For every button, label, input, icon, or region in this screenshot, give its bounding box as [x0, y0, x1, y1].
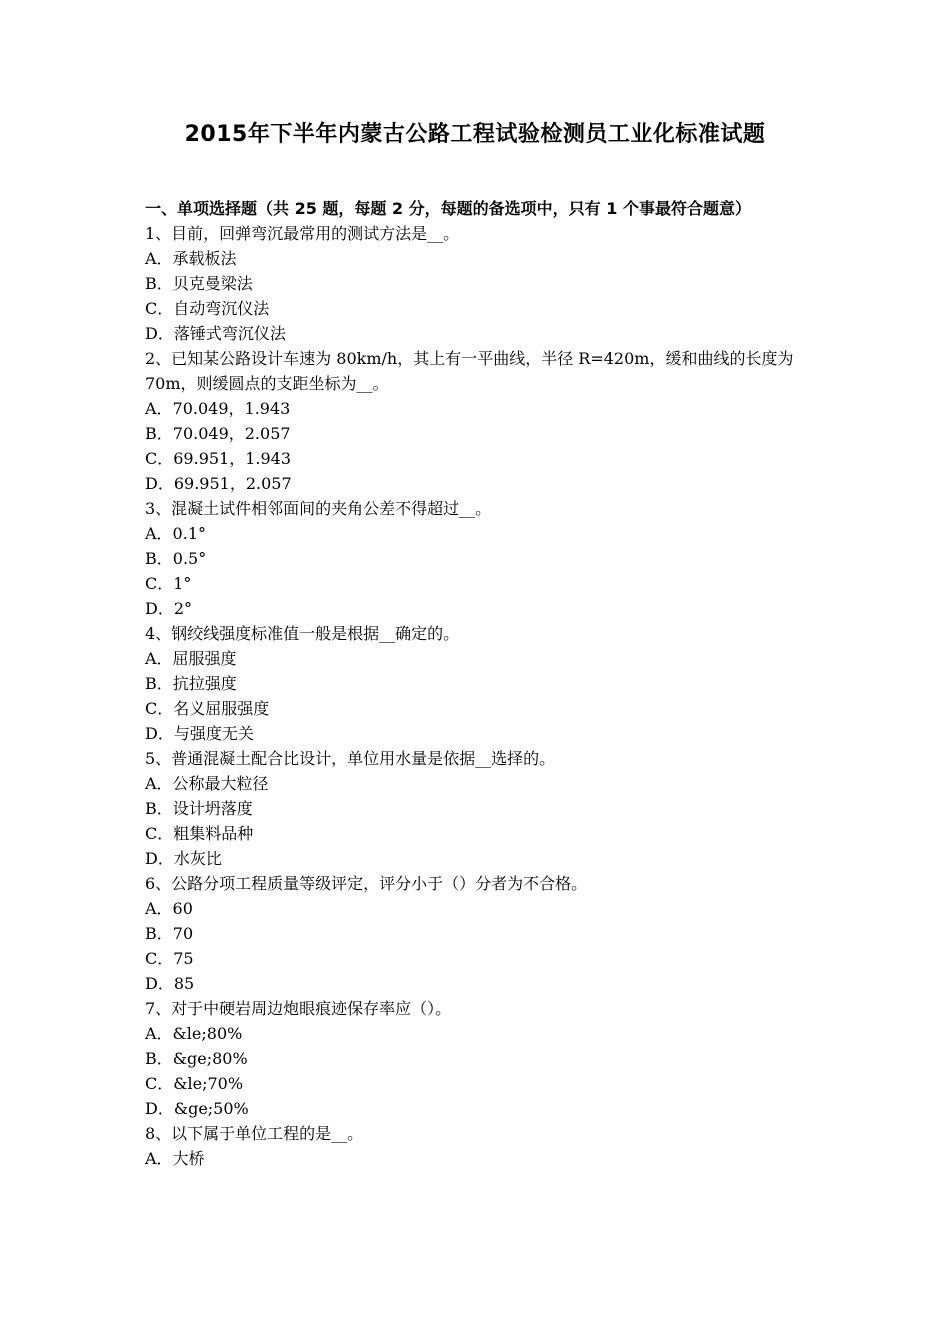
question-5: [145, 746, 810, 871]
question-6: [145, 871, 810, 996]
question-stem: 8、以下属于单位工程的是__。: [145, 1124, 364, 1143]
question-8: [145, 1121, 810, 1171]
question-stem: 6、公路分项工程质量等级评定，评分小于（）分者为不合格。: [145, 874, 588, 893]
question-stem: 2、已知某公路设计车速为 80km/h，其上有一平曲线，半径 R=420m，缓和曲线的长度为 70m，则缓圆点的支距坐标为__。: [145, 349, 794, 393]
option-c: C．75: [145, 949, 194, 968]
option-d: D．与强度无关: [145, 724, 254, 743]
option-d: D．69.951，2.057: [145, 474, 292, 493]
question-3: [145, 496, 810, 621]
option-b: B．抗拉强度: [145, 674, 237, 693]
option-d: D．2°: [145, 599, 193, 618]
option-a: A．承载板法: [145, 249, 237, 268]
option-c: C．自动弯沉仪法: [145, 299, 270, 318]
option-b: B．贝克曼梁法: [145, 274, 253, 293]
option-b: B．0.5°: [145, 549, 207, 568]
option-b: B．&ge;80%: [145, 1049, 248, 1068]
option-d: D．水灰比: [145, 849, 222, 868]
document-title: 2015年下半年内蒙古公路工程试验检测员工业化标准试题: [184, 122, 766, 147]
option-c: C．名义屈服强度: [145, 699, 270, 718]
option-d: D．85: [145, 974, 195, 993]
option-a: A．0.1°: [145, 524, 207, 543]
option-a: A．大桥: [145, 1149, 205, 1168]
document-body: [145, 197, 810, 1171]
option-d: D．落锤式弯沉仪法: [145, 324, 286, 343]
option-a: A．&le;80%: [145, 1024, 243, 1043]
option-b: B．70.049，2.057: [145, 424, 291, 443]
question-2: [145, 346, 810, 496]
option-c: C．1°: [145, 574, 192, 593]
section-heading: 一、单项选择题（共 25 题，每题 2 分，每题的备选项中，只有 1 个事最符合题意）: [145, 199, 751, 218]
question-7: [145, 996, 810, 1121]
option-d: D．&ge;50%: [145, 1099, 249, 1118]
question-stem: 1、目前，回弹弯沉最常用的测试方法是__。: [145, 224, 460, 243]
question-stem: 4、钢绞线强度标准值一般是根据__确定的。: [145, 624, 460, 643]
option-c: C．69.951，1.943: [145, 449, 292, 468]
option-a: A．70.049，1.943: [145, 399, 291, 418]
option-c: C．粗集料品种: [145, 824, 254, 843]
option-a: A．屈服强度: [145, 649, 237, 668]
option-a: A．公称最大粒径: [145, 774, 269, 793]
question-1: [145, 221, 810, 346]
option-b: B．70: [145, 924, 194, 943]
option-b: B．设计坍落度: [145, 799, 253, 818]
question-stem: 5、普通混凝土配合比设计，单位用水量是依据__选择的。: [145, 749, 556, 768]
question-stem: 7、对于中硬岩周边炮眼痕迹保存率应（）。: [145, 999, 452, 1018]
option-a: A．60: [145, 899, 193, 918]
question-4: [145, 621, 810, 746]
question-stem: 3、混凝土试件相邻面间的夹角公差不得超过__。: [145, 499, 492, 518]
option-c: C．&le;70%: [145, 1074, 244, 1093]
